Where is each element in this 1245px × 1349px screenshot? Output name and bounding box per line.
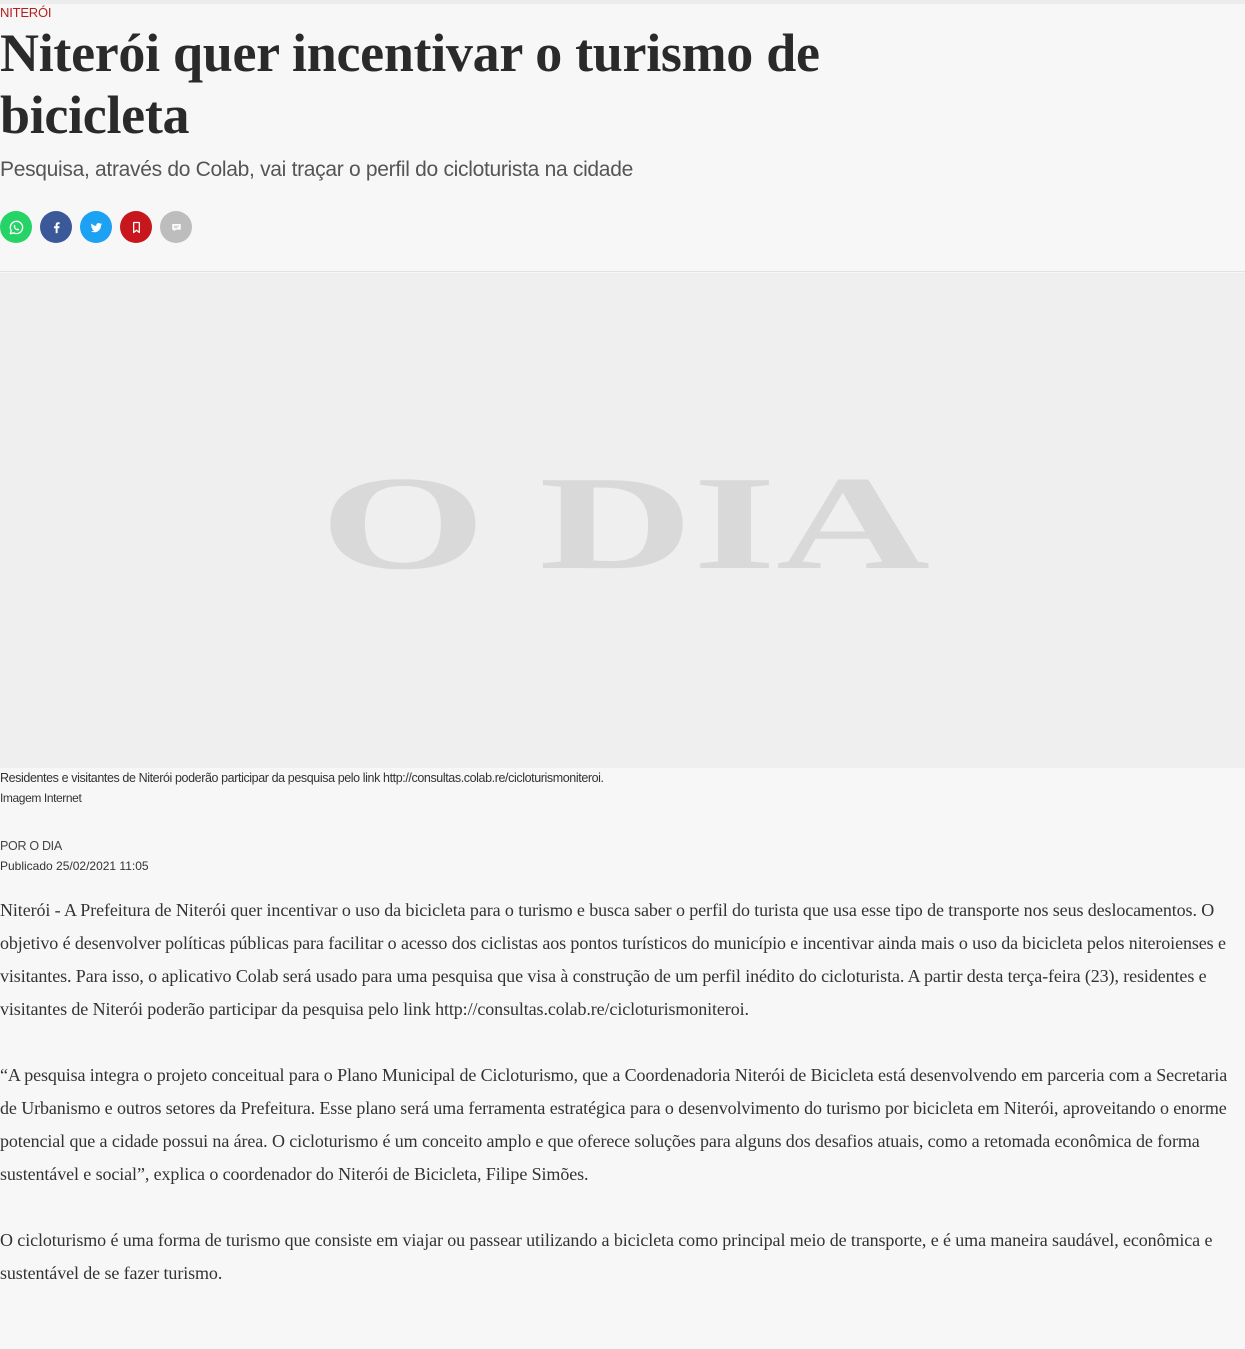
article-headline: Niterói quer incentivar o turismo de bicicleta — [0, 23, 820, 145]
comment-button[interactable] — [160, 211, 192, 243]
twitter-share-button[interactable] — [80, 211, 112, 243]
facebook-icon — [48, 219, 65, 236]
section-kicker[interactable]: NITERÓI — [0, 5, 52, 20]
whatsapp-icon — [8, 219, 25, 236]
twitter-icon — [88, 219, 105, 236]
top-border — [0, 0, 1245, 4]
image-caption: Residentes e visitantes de Niterói poderão participar da pesquisa pelo link http://consultas.colab.re/cicloturismoniteroi. — [0, 771, 604, 785]
published-date: Publicado 25/02/2021 11:05 — [0, 859, 149, 873]
facebook-share-button[interactable] — [40, 211, 72, 243]
share-bar — [0, 211, 192, 243]
odia-watermark-logo: O DIA — [320, 449, 930, 597]
whatsapp-share-button[interactable] — [0, 211, 32, 243]
article-paragraph: O cicloturismo é uma forma de turismo que consiste em viajar ou passear utilizando a bicicleta como principal meio de transporte, e é uma maneira saudável, econômica e sustentável de se fazer turismo. — [0, 1230, 1213, 1283]
image-credit: Imagem Internet — [0, 791, 82, 805]
bookmark-icon — [128, 219, 145, 236]
article-subheadline: Pesquisa, através do Colab, vai traçar o perfil do cicloturista na cidade — [0, 158, 633, 181]
article-body — [0, 894, 1241, 1323]
article-image-placeholder — [0, 273, 1245, 768]
article-paragraph: Niterói - A Prefeitura de Niterói quer incentivar o uso da bicicleta para o turismo e busca saber o perfil do turista que usa esse tipo de transporte nos seus deslocamentos. O objetivo é desenvolver políticas públicas para facilitar o acesso dos ciclistas aos pontos turísticos do município e incentivar ainda mais o uso da bicicleta pelos niteroienses e visitantes. Para isso, o aplicativo Colab será usado para uma pesquisa que visa à construção de um perfil inédito do cicloturista. A partir desta terça-feira (23), residentes e visitantes de Niterói poderão participar da pesquisa pelo link http://consultas.colab.re/cicloturismoniteroi. — [0, 900, 1226, 1019]
save-bookmark-button[interactable] — [120, 211, 152, 243]
article-paragraph: “A pesquisa integra o projeto conceitual para o Plano Municipal de Cicloturismo, que a Coordenadoria Niterói de Bicicleta está desenvolvendo em parceria com a Secretaria de Urbanismo e outros setores da Prefeitura. Esse plano será uma ferramenta estratégica para o desenvolvimento do turismo por bicicleta em Niterói, aproveitando o enorme potencial que a cidade possui na área. O cicloturismo é um conceito amplo e que oferece soluções para alguns dos desafios atuais, como a retomada econômica de forma sustentável e social”, explica o coordenador do Niterói de Bicicleta, Filipe Simões. — [0, 1065, 1228, 1184]
comment-icon — [168, 219, 185, 236]
header-divider — [0, 271, 1245, 272]
article-byline[interactable]: POR O DIA — [0, 839, 62, 853]
